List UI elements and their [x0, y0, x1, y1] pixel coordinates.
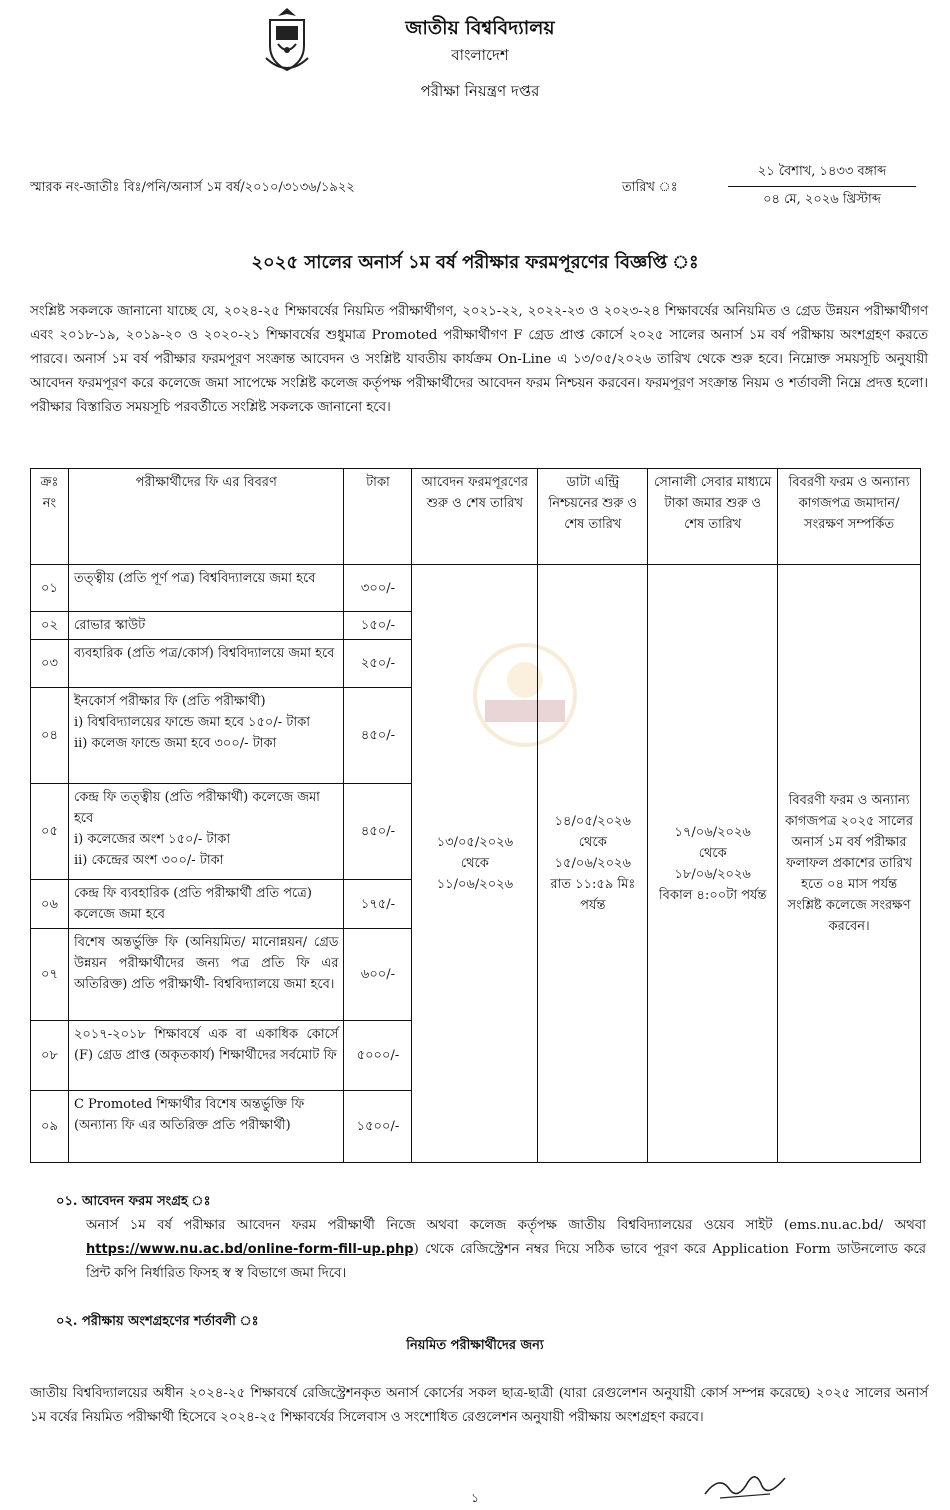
row-no: ০৫	[31, 784, 69, 880]
fee-schedule-table	[30, 468, 921, 1163]
bank-mid: থেকে	[698, 845, 727, 861]
header-serial-no: ক্রঃ নং	[31, 469, 69, 565]
header-apply-period: আবেদন ফরমপূরণের শুরু ও শেষ তারিখ	[412, 469, 538, 565]
date-label: তারিখ ঃ	[622, 180, 678, 195]
row-no: ০৪	[31, 688, 69, 784]
row-amount: ৪৫০/-	[344, 784, 412, 880]
row-amount: ১৫০০/-	[344, 1091, 412, 1163]
row-desc-cell	[68, 784, 344, 880]
documents-note-cell: বিবরণী ফরম ও অন্যান্য কাগজপত্র ২০২৫ সালের অনার্স ১ম বর্ষ পরীক্ষার ফলাফল প্রকাশের তারিখ হতে ০৪ মাস পর্যন্ত সংশ্লিষ্ট কলেজে সংরক্ষণ করবেন।	[778, 565, 921, 1163]
section1-heading: ০১. আবেদন ফরম সংগ্রহ ঃ	[56, 1194, 211, 1209]
row-desc-cell	[68, 688, 344, 784]
row-desc: ব্যবহারিক (প্রতি পত্র/কোর্স) বিশ্ববিদ্যালয়ে জমা হবে	[68, 640, 344, 688]
row-no: ০৬	[31, 880, 69, 929]
row-desc: রোভার স্কাউট	[68, 612, 344, 640]
section2-heading: ০২. পরীক্ষায় অংশগ্রহণের শর্তাবলী ঃ	[56, 1314, 259, 1329]
entry-mid: থেকে	[578, 835, 607, 850]
row-sub2: ii) কেন্দ্রের অংশ ৩০০/- টাকা	[73, 853, 224, 868]
section1-text-b: ) থেকে রেজিস্ট্রেশন নম্বর দিয়ে সঠিক ভাবে পূরণ করে Application Form ডাউনলোড করে প্রিন্ট কপি নির্ধারিত ফিসহ স্ব স্ব বিভাগে জমা দিবে।	[86, 1242, 926, 1281]
row-amount: ৬০০/-	[344, 929, 412, 1021]
row-sub2: ii) কলেজ ফান্ডে জমা হবে ৩০০/- টাকা	[73, 736, 277, 751]
apply-start: ১৩/০৫/২০২৬	[436, 835, 514, 850]
entry-start: ১৪/০৫/২০২৬	[554, 814, 631, 829]
section2-subheading: নিয়মিত পরীক্ষার্থীদের জন্য	[406, 1338, 544, 1353]
entry-period-cell	[538, 565, 648, 1163]
row-desc: কেন্দ্র ফি ব্যবহারিক (প্রতি পরীক্ষার্থী প্রতি পত্রে) কলেজে জমা হবে	[68, 880, 344, 929]
row-no: ০২	[31, 612, 69, 640]
page-number: ১	[471, 1491, 479, 1505]
row-desc: কেন্দ্র ফি তত্ত্বীয় (প্রতি পরীক্ষার্থী) কলেজে জমা হবে	[73, 790, 320, 826]
date-bangla: ২১ বৈশাখ, ১৪৩৩ বঙ্গাব্দ	[728, 162, 916, 187]
bank-note: বিকাল ৪:০০টা পর্যন্ত	[658, 887, 767, 903]
section1-text-a: অনার্স ১ম বর্ষ পরীক্ষার আবেদন ফরম পরীক্ষার্থী নিজে অথবা কলেজ কর্তৃপক্ষ জাতীয় বিশ্ববিদ্যালয়ের ওয়েব সাইট (ems.nu.ac.bd/ অথবা	[86, 1218, 926, 1233]
header-fee-description: পরীক্ষার্থীদের ফি এর বিবরণ	[68, 469, 344, 565]
row-desc: ইনকোর্স পরীক্ষার ফি (প্রতি পরীক্ষার্থী)	[73, 694, 266, 709]
row-amount: ৫০০০/-	[344, 1021, 412, 1091]
table-header-row	[31, 469, 921, 565]
memo-reference: স্মারক নং-জাতীঃ বিঃ/পনি/অনার্স ১ম বর্ষ/২০১০/৩১৩৬/১৯২২	[30, 180, 355, 195]
university-name: জাতীয় বিশ্ববিদ্যালয়	[405, 17, 555, 39]
row-amount: ১৭৫/-	[344, 880, 412, 929]
entry-end: ১৫/০৬/২০২৬	[554, 856, 631, 871]
row-no: ০১	[31, 565, 69, 612]
row-desc: বিশেষ অন্তর্ভুক্তি ফি (অনিয়মিত/ মানোন্নয়ন/ গ্রেড উন্নয়ন পরীক্ষার্থীদের জন্য পত্র প্রতি ফি এর অতিরিক্ত) প্রতি পরীক্ষার্থী- বিশ্ববিদ্যালয়ে জমা হবে।	[68, 929, 344, 1021]
row-sub1: i) বিশ্ববিদ্যালয়ের ফান্ডে জমা হবে ১৫০/- টাকা	[73, 715, 311, 730]
row-amount: ৩০০/-	[344, 565, 412, 612]
row-no: ০৭	[31, 929, 69, 1021]
row-amount: ২৫০/-	[344, 640, 412, 688]
header-documents: বিবরণী ফরম ও অন্যান্য কাগজপত্র জমাদান/সংরক্ষণ সম্পর্কিত	[778, 469, 921, 565]
bank-period-cell	[648, 565, 778, 1163]
row-desc: ২০১৭-২০১৮ শিক্ষাবর্ষে এক বা একাধিক কোর্সে (F) গ্রেড প্রাপ্ত (অকৃতকার্য) শিক্ষার্থীদের সর্বমোট ফি	[68, 1021, 344, 1091]
bank-start: ১৭/০৬/২০২৬	[674, 824, 751, 840]
online-form-link[interactable]: https://www.nu.ac.bd/online-form-fill-up.php	[86, 1242, 414, 1257]
apply-end: ১১/০৬/২০২৬	[436, 877, 514, 892]
header-entry-period: ডাটা এন্ট্রি নিশ্চয়নের শুরু ও শেষ তারিখ	[538, 469, 648, 565]
date-english: ০৪ মে, ২০২৬ খ্রিস্টাব্দ	[763, 192, 881, 207]
intro-paragraph: সংশ্লিষ্ট সকলকে জানানো যাচ্ছে যে, ২০২৪-২৫ শিক্ষাবর্ষের নিয়মিত পরীক্ষার্থীগণ, ২০২১-২২, ২০২২-২৩ ও ২০২৩-২৪ শিক্ষাবর্ষের অনিয়মিত ও গ্রেড উন্নয়ন পরীক্ষার্থীগণ এবং ২০১৮-১৯, ২০১৯-২০ ও ২০২০-২১ শিক্ষাবর্ষের শুধুমাত্র Promoted পরীক্ষার্থীগণ F গ্রেড প্রাপ্ত কোর্সে ২০২৫ সালের অনার্স ১ম বর্ষ পরীক্ষায় অংশগ্রহণ করতে পারবে। অনার্স ১ম বর্ষ পরীক্ষার ফরমপূরণ সংক্রান্ত আবেদন ও সংশ্লিষ্ট যাবতীয় কার্যক্রম On-Line এ ১৩/০৫/২০২৬ তারিখ থেকে শুরু হবে। নিম্নোক্ত সময়সূচি অনুযায়ী আবেদন ফরমপূরণ করে কলেজে জমা সাপেক্ষে সংশ্লিষ্ট কলেজ কর্তৃপক্ষ পরীক্ষার্থীদের আবেদন ফরম নিশ্চয়ন করবেন। ফরমপূরণ সংক্রান্ত নিয়ম ও শর্তাবলী নিম্নে প্রদত্ত হলো। পরীক্ষার বিস্তারিত সময়সূচি পরবর্তীতে সংশ্লিষ্ট সকলকে জানানো হবে।	[30, 304, 928, 415]
notice-title: ২০২৫ সালের অনার্স ১ম বর্ষ পরীক্ষার ফরমপূরণের বিজ্ঞপ্তি ঃ	[251, 252, 699, 273]
row-no: ০৯	[31, 1091, 69, 1163]
country-name: বাংলাদেশ	[451, 46, 509, 64]
bank-end: ১৮/০৬/২০২৬	[674, 866, 751, 882]
header-amount: টাকা	[344, 469, 412, 565]
row-no: ০৮	[31, 1021, 69, 1091]
row-desc-cell	[68, 1091, 344, 1163]
row-sub1: (অন্যান্য ফি এর অতিরিক্ত প্রতি পরীক্ষার্থী)	[73, 1118, 291, 1133]
apply-period-cell	[412, 565, 538, 1163]
table-row	[31, 565, 921, 612]
row-no: ০৩	[31, 640, 69, 688]
row-amount: ৪৫০/-	[344, 688, 412, 784]
section2-paragraph: জাতীয় বিশ্ববিদ্যালয়ের অধীন ২০২৪-২৫ শিক্ষাবর্ষে রেজিস্ট্রেশনকৃত অনার্স কোর্সের সকল ছাত্র-ছাত্রী (যারা রেগুলেশন অনুযায়ী কোর্স সম্পন্ন করেছে) ২০২৫ সালের অনার্স ১ম বর্ষের নিয়মিত পরীক্ষার্থী হিসেবে ২০২৪-২৫ শিক্ষাবর্ষের সিলেবাস ও সংশোধিত রেগুলেশন অনুযায়ী পরীক্ষায় অংশগ্রহণ করবে।	[30, 1386, 928, 1425]
row-desc: C Promoted শিক্ষার্থীর বিশেষ অন্তর্ভুক্তি ফি	[73, 1097, 305, 1112]
apply-mid: থেকে	[460, 856, 489, 871]
office-name: পরীক্ষা নিয়ন্ত্রণ দপ্তর	[420, 82, 540, 100]
entry-note: রাত ১১:৫৯ মিঃ পর্যন্ত	[550, 877, 636, 913]
section1-paragraph	[86, 1214, 926, 1286]
header-bank-period: সোনালী সেবার মাধ্যমে টাকা জমার শুরু ও শেষ তারিখ	[648, 469, 778, 565]
row-amount: ১৫০/-	[344, 612, 412, 640]
row-desc: তত্ত্বীয় (প্রতি পূর্ণ পত্র) বিশ্ববিদ্যালয়ে জমা হবে	[68, 565, 344, 612]
row-sub1: i) কলেজের অংশ ১৫০/- টাকা	[73, 832, 231, 847]
